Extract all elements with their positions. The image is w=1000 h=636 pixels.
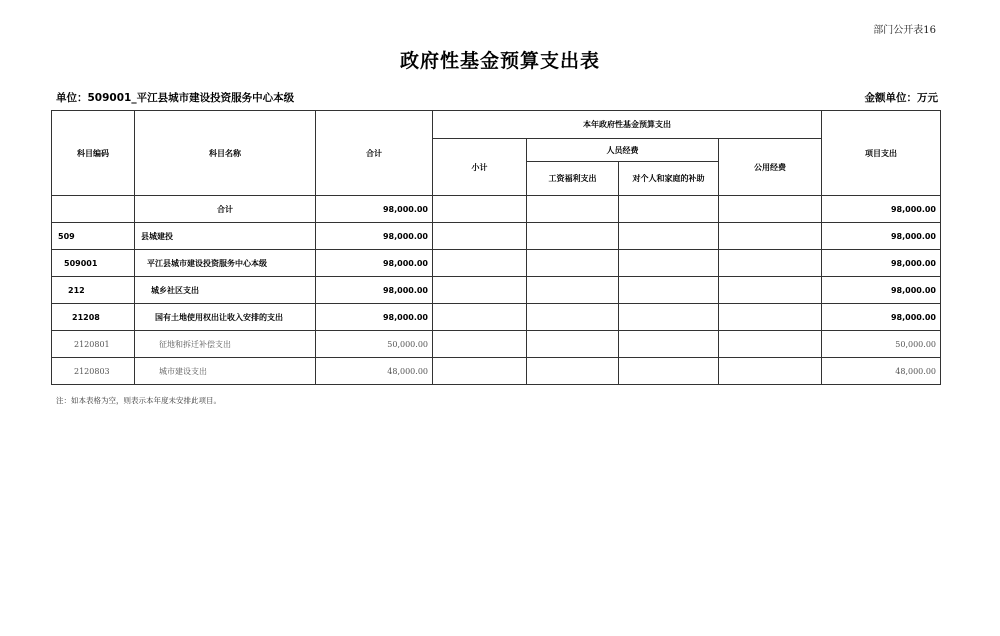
row-subsidy	[619, 304, 719, 331]
budget-table	[51, 110, 941, 385]
row-name: 城乡社区支出	[135, 277, 316, 304]
row-code: 21208	[52, 304, 135, 331]
header-personnel: 人员经费	[527, 139, 719, 162]
row-subsidy	[619, 277, 719, 304]
row-wages	[527, 223, 619, 250]
row-subtotal	[433, 358, 527, 385]
row-subsidy	[619, 223, 719, 250]
table-row	[52, 277, 941, 304]
row-project: 98,000.00	[822, 250, 941, 277]
header-project: 项目支出	[822, 111, 941, 196]
row-subtotal	[433, 331, 527, 358]
header-name: 科目名称	[135, 111, 316, 196]
row-subsidy	[619, 331, 719, 358]
row-code: 509	[52, 223, 135, 250]
row-name: 城市建设支出	[135, 358, 316, 385]
row-total: 48,000.00	[316, 358, 433, 385]
row-project: 50,000.00	[822, 331, 941, 358]
row-code: 2120801	[52, 331, 135, 358]
row-project: 98,000.00	[822, 223, 941, 250]
row-total: 98,000.00	[316, 304, 433, 331]
row-wages	[527, 304, 619, 331]
row-public	[719, 304, 822, 331]
row-code: 212	[52, 277, 135, 304]
header-subtotal: 小计	[433, 139, 527, 196]
row-public	[719, 250, 822, 277]
row-name: 平江县城市建设投资服务中心本级	[135, 250, 316, 277]
row-public	[719, 331, 822, 358]
row-public	[719, 223, 822, 250]
row-wages	[527, 331, 619, 358]
row-project: 98,000.00	[822, 196, 941, 223]
table-row	[52, 250, 941, 277]
row-total: 98,000.00	[316, 277, 433, 304]
footnote: 注：如本表格为空，则表示本年度未安排此项目。	[56, 396, 221, 405]
row-public	[719, 358, 822, 385]
row-subtotal	[433, 196, 527, 223]
table-row	[52, 196, 941, 223]
row-code	[52, 196, 135, 223]
row-subtotal	[433, 250, 527, 277]
table-row	[52, 331, 941, 358]
row-total: 98,000.00	[316, 196, 433, 223]
amount-unit-label: 金额单位：万元	[864, 92, 938, 104]
row-wages	[527, 277, 619, 304]
row-total: 98,000.00	[316, 250, 433, 277]
row-subtotal	[433, 304, 527, 331]
header-group: 本年政府性基金预算支出	[433, 111, 822, 139]
row-project: 48,000.00	[822, 358, 941, 385]
row-subtotal	[433, 277, 527, 304]
header-wages: 工资福利支出	[527, 162, 619, 196]
row-name: 国有土地使用权出让收入安排的支出	[135, 304, 316, 331]
header-public: 公用经费	[719, 139, 822, 196]
row-wages	[527, 196, 619, 223]
row-subsidy	[619, 250, 719, 277]
header-total: 合计	[316, 111, 433, 196]
row-subsidy	[619, 196, 719, 223]
row-project: 98,000.00	[822, 304, 941, 331]
row-total: 50,000.00	[316, 331, 433, 358]
table-row	[52, 358, 941, 385]
header-code: 科目编码	[52, 111, 135, 196]
row-public	[719, 196, 822, 223]
row-project: 98,000.00	[822, 277, 941, 304]
row-subtotal	[433, 223, 527, 250]
header-subsidy: 对个人和家庭的补助	[619, 162, 719, 196]
row-name: 县城建投	[135, 223, 316, 250]
page-title: 政府性基金预算支出表	[399, 50, 600, 72]
row-code: 2120803	[52, 358, 135, 385]
row-name: 征地和拆迁补偿支出	[135, 331, 316, 358]
row-name: 合计	[135, 196, 316, 223]
page-tag: 部门公开表16	[873, 25, 936, 36]
table-row	[52, 304, 941, 331]
row-code: 509001	[52, 250, 135, 277]
row-total: 98,000.00	[316, 223, 433, 250]
table-row	[52, 223, 941, 250]
unit-label: 单位：509001_平江县城市建设投资服务中心本级	[56, 92, 295, 104]
row-subsidy	[619, 358, 719, 385]
row-wages	[527, 250, 619, 277]
row-wages	[527, 358, 619, 385]
row-public	[719, 277, 822, 304]
